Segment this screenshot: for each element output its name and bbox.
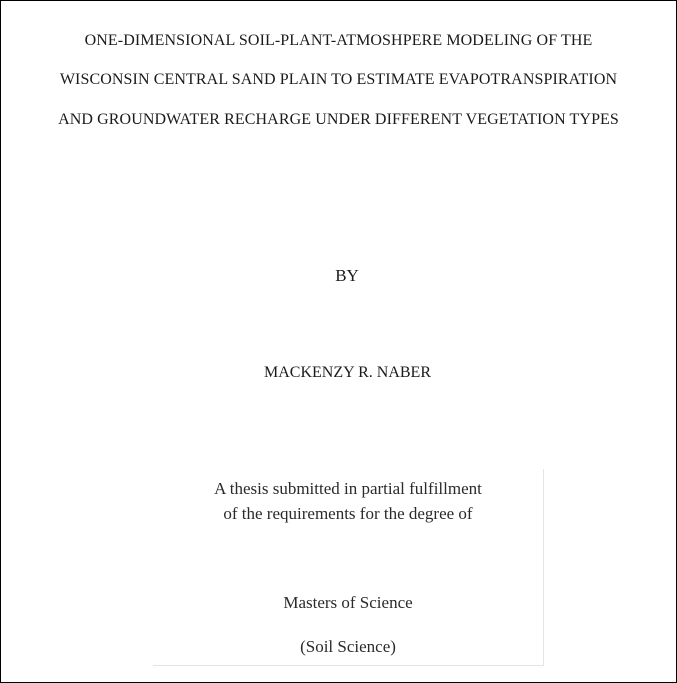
degree-statement-line-1: A thesis submitted in partial fulfillment <box>214 479 482 498</box>
thesis-title-line-1: ONE-DIMENSIONAL SOIL-PLANT-ATMOSHPERE MODELING OF THE <box>84 32 593 49</box>
degree-name: Masters of Science <box>283 593 413 612</box>
degree-statement-box <box>153 469 544 666</box>
by-label: BY <box>335 266 359 285</box>
degree-statement-line-2: of the requirements for the degree of <box>223 504 473 523</box>
thesis-title-line-2: WISCONSIN CENTRAL SAND PLAIN TO ESTIMATE EVAPOTRANSPIRATION <box>59 71 618 88</box>
thesis-title-line-3: AND GROUNDWATER RECHARGE UNDER DIFFERENT VEGETATION TYPES <box>58 111 619 128</box>
degree-field: (Soil Science) <box>300 637 396 656</box>
author-name: MACKENZY R. NABER <box>264 364 431 381</box>
